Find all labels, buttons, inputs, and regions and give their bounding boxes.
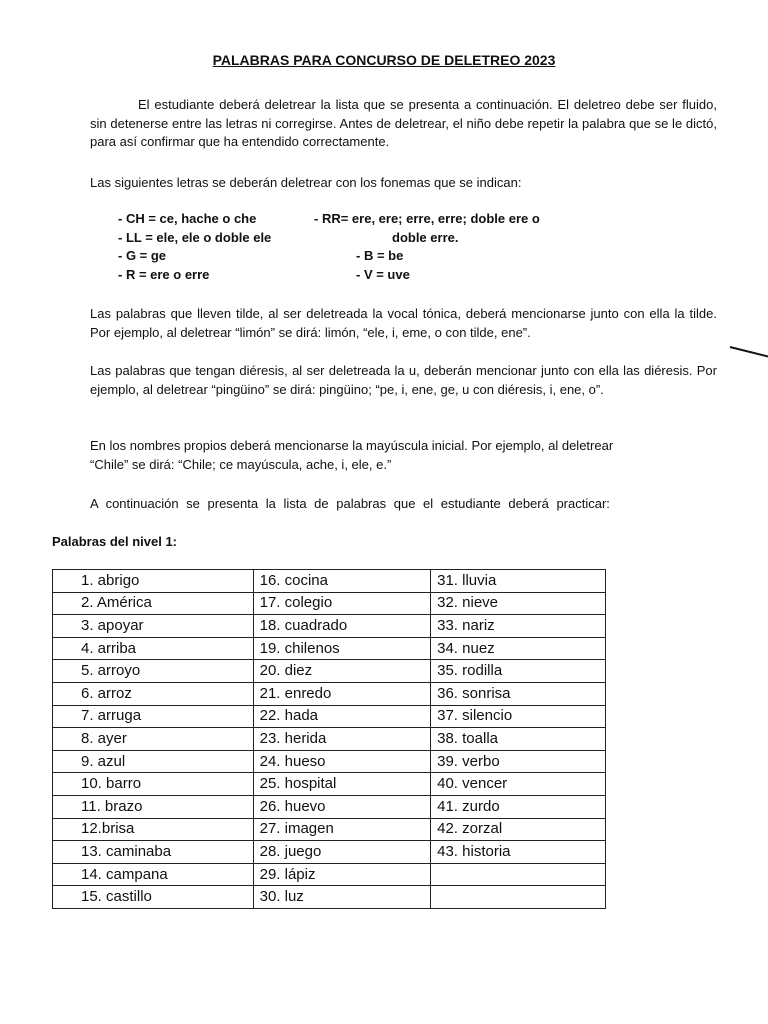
table-row <box>53 773 606 796</box>
word-cell: 1. abrigo <box>53 570 254 593</box>
table-row <box>53 750 606 773</box>
word-cell: 39. verbo <box>431 750 606 773</box>
rule-g: - G = ge <box>118 248 167 263</box>
word-cell: 11. brazo <box>53 795 254 818</box>
rule-ll: - LL = ele, ele o doble ele <box>118 230 272 245</box>
pen-stroke-mark <box>730 346 768 359</box>
word-cell: 23. herida <box>253 728 431 751</box>
word-cell: 43. historia <box>431 841 606 864</box>
word-cell: 34. nuez <box>431 637 606 660</box>
rule-ch: - CH = ce, hache o che <box>118 211 257 226</box>
word-cell: 4. arriba <box>53 637 254 660</box>
word-cell: 17. colegio <box>253 592 431 615</box>
word-cell: 31. lluvia <box>431 570 606 593</box>
word-list-table <box>52 569 606 909</box>
propios-line-1: En los nombres propios deberá mencionarse la mayúscula inicial. Por ejemplo, al deletrear <box>90 438 614 453</box>
word-cell: 27. imagen <box>253 818 431 841</box>
word-cell: 38. toalla <box>431 728 606 751</box>
word-cell: 42. zorzal <box>431 818 606 841</box>
rule-r: - R = ere o erre <box>118 267 210 282</box>
word-cell: 24. hueso <box>253 750 431 773</box>
word-cell: 2. América <box>53 592 254 615</box>
document-title: PALABRAS PARA CONCURSO DE DELETREO 2023 <box>212 52 556 68</box>
table-row <box>53 615 606 638</box>
word-cell: 33. nariz <box>431 615 606 638</box>
intro-paragraph: El estudiante deberá deletrear la lista que se presenta a continuación. El deletreo debe ser fluido, sin detenerse entre las letras ni corregirse. Antes de deletrear, el niño debe repetir la palabra que se le dictó, para así confirmar que ha entendido correctamente. <box>90 97 717 149</box>
letters-intro-paragraph: Las siguientes letras se deberán deletrear con los fonemas que se indican: <box>90 175 522 190</box>
tilde-paragraph: Las palabras que lleven tilde, al ser deletreada la vocal tónica, deberá mencionarse junto con ella la tilde. Por ejemplo, al deletrear “limón” se dirá: limón, “ele, i, eme, o con tilde, ene”. <box>90 306 717 340</box>
dieresis-paragraph: Las palabras que tengan diéresis, al ser deletreada la u, deberán mencionar junto con ella las diéresis. Por ejemplo, al deletrear “pingüino” se dirá: pingüino; “pe, i, ene, ge, u con diéresis, i, ene, o”. <box>90 363 717 397</box>
list-intro-paragraph: A continuación se presenta la lista de palabras que el estudiante deberá practicar: <box>90 496 610 511</box>
word-cell: 22. hada <box>253 705 431 728</box>
table-row <box>53 841 606 864</box>
table-row <box>53 863 606 886</box>
word-cell: 6. arroz <box>53 682 254 705</box>
word-cell <box>431 863 606 886</box>
word-cell: 40. vencer <box>431 773 606 796</box>
word-cell: 9. azul <box>53 750 254 773</box>
table-row <box>53 570 606 593</box>
table-row <box>53 592 606 615</box>
word-cell: 14. campana <box>53 863 254 886</box>
word-cell: 18. cuadrado <box>253 615 431 638</box>
table-row <box>53 728 606 751</box>
word-cell: 28. juego <box>253 841 431 864</box>
table-row <box>53 682 606 705</box>
word-cell: 37. silencio <box>431 705 606 728</box>
word-cell: 19. chilenos <box>253 637 431 660</box>
propios-line-2: “Chile” se dirá: “Chile; ce mayúscula, ache, i, ele, e.” <box>90 457 392 472</box>
word-cell: 30. luz <box>253 886 431 909</box>
word-cell <box>431 886 606 909</box>
level-1-heading: Palabras del nivel 1: <box>52 534 178 549</box>
rule-v: - V = uve <box>356 267 410 282</box>
word-cell: 13. caminaba <box>53 841 254 864</box>
table-row <box>53 705 606 728</box>
rule-rr-line2: doble erre. <box>392 230 459 245</box>
word-cell: 26. huevo <box>253 795 431 818</box>
table-row <box>53 637 606 660</box>
word-cell: 10. barro <box>53 773 254 796</box>
word-cell: 20. diez <box>253 660 431 683</box>
word-cell: 7. arruga <box>53 705 254 728</box>
word-cell: 21. enredo <box>253 682 431 705</box>
word-cell: 15. castillo <box>53 886 254 909</box>
word-cell: 12.brisa <box>53 818 254 841</box>
table-row <box>53 818 606 841</box>
word-cell: 25. hospital <box>253 773 431 796</box>
word-cell: 41. zurdo <box>431 795 606 818</box>
word-cell: 36. sonrisa <box>431 682 606 705</box>
table-row <box>53 886 606 909</box>
word-cell: 29. lápiz <box>253 863 431 886</box>
table-row <box>53 660 606 683</box>
word-cell: 35. rodilla <box>431 660 606 683</box>
word-cell: 3. apoyar <box>53 615 254 638</box>
word-cell: 32. nieve <box>431 592 606 615</box>
word-cell: 8. ayer <box>53 728 254 751</box>
rule-b: - B = be <box>356 248 404 263</box>
word-cell: 16. cocina <box>253 570 431 593</box>
word-cell: 5. arroyo <box>53 660 254 683</box>
table-row <box>53 795 606 818</box>
rule-rr-line1: - RR= ere, ere; erre, erre; doble ere o <box>314 211 540 226</box>
